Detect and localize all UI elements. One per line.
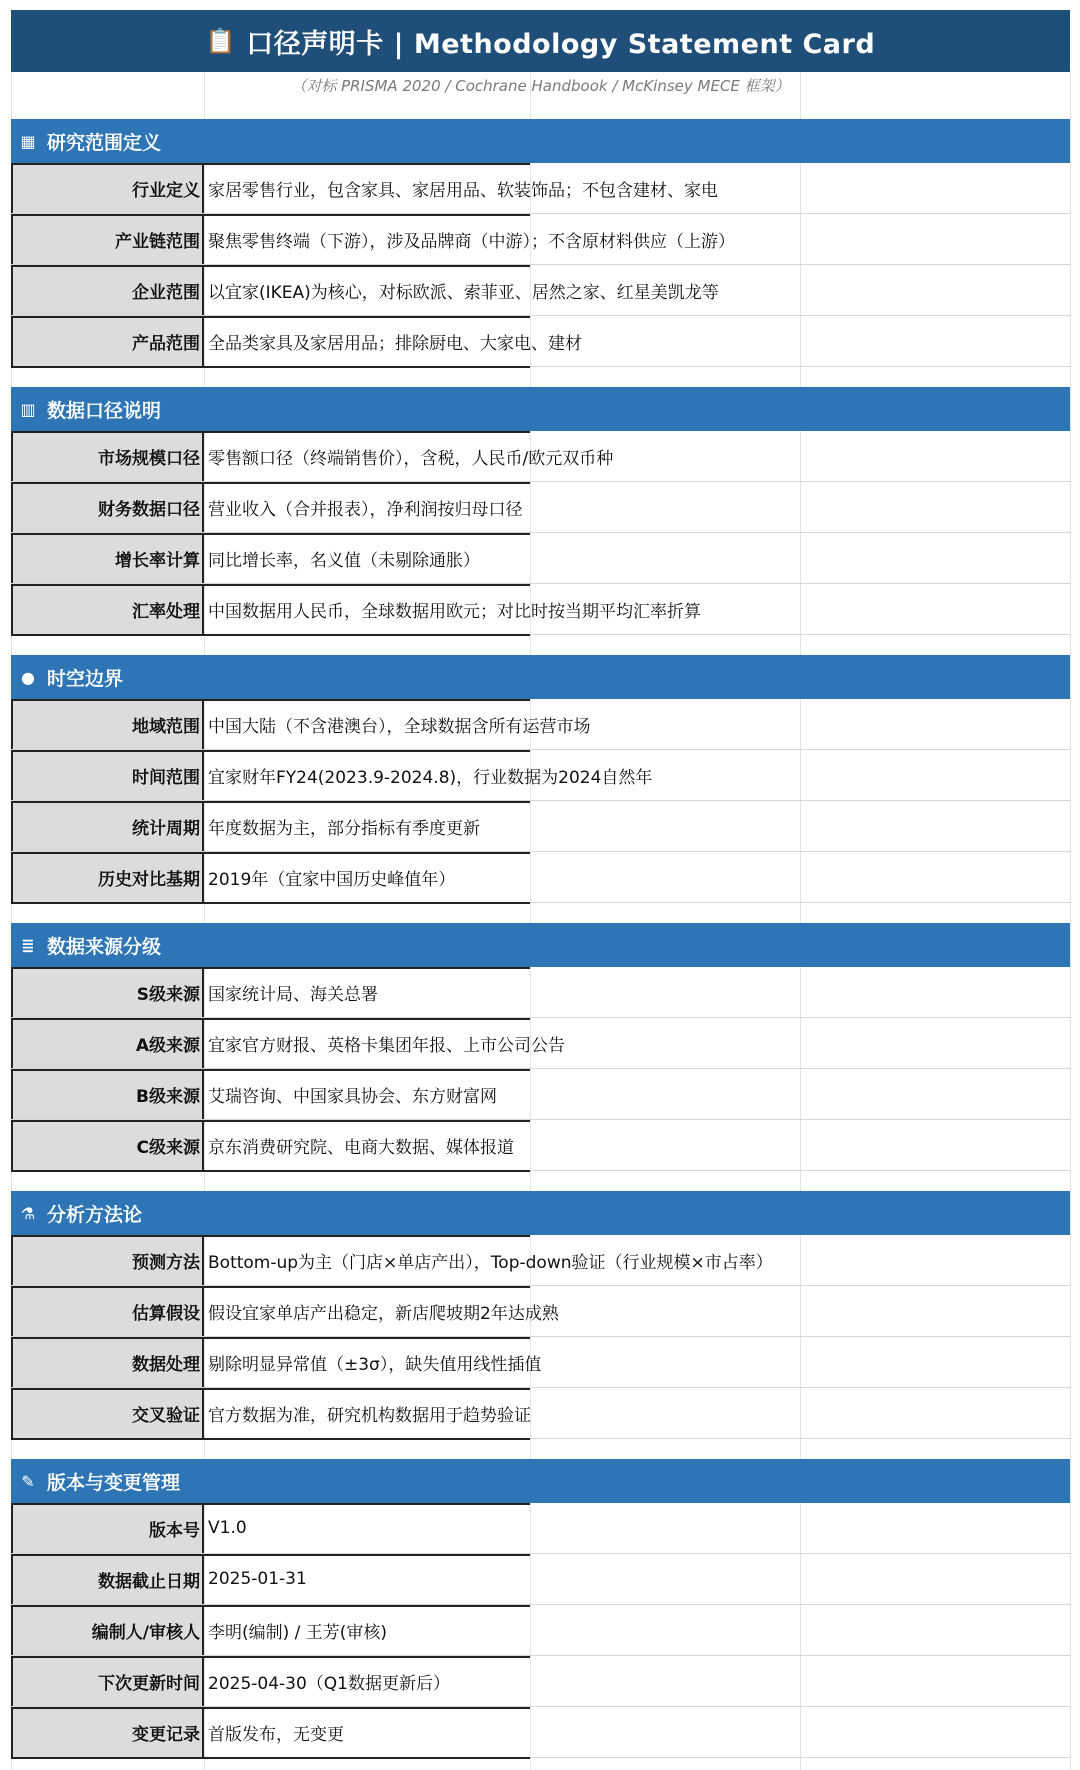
page-title: 口径声明卡 | Methodology Statement Card xyxy=(246,28,876,60)
row-border xyxy=(11,1757,530,1759)
row-value: 营业收入（合并报表），净利润按归母口径 xyxy=(208,499,523,520)
row-label: 数据处理 xyxy=(11,1337,204,1387)
row-value: 年度数据为主，部分指标有季度更新 xyxy=(208,818,480,839)
row-border xyxy=(11,316,530,318)
row-border xyxy=(11,801,530,803)
row-border xyxy=(11,163,530,165)
table-row xyxy=(11,852,1070,903)
row-border xyxy=(11,1286,530,1288)
row-label: 编制人/审核人 xyxy=(11,1605,204,1655)
bar-chart-icon: ▥ xyxy=(20,399,36,419)
row-border xyxy=(11,366,530,368)
page-subtitle: （对标 PRISMA 2020 / Cochrane Handbook / McKinsey MECE 框架） xyxy=(291,76,790,95)
row-label: 市场规模口径 xyxy=(11,431,204,481)
memo-icon: ✎ xyxy=(21,1471,35,1491)
row-border xyxy=(11,533,530,535)
section-header xyxy=(11,1459,1070,1503)
section-6 xyxy=(11,1459,1070,1758)
title-bar xyxy=(11,10,1070,72)
section-3 xyxy=(11,655,1070,903)
row-value: 零售额口径（终端销售价），含税，人民币/欧元双币种 xyxy=(208,448,614,469)
row-border xyxy=(11,1337,530,1339)
row-border xyxy=(11,1503,530,1505)
row-value: 以宜家(IKEA)为核心，对标欧派、索菲亚、居然之家、红星美凯龙等 xyxy=(208,282,719,303)
row-label: A级来源 xyxy=(11,1018,204,1068)
microscope-icon: ⚗ xyxy=(20,1203,36,1223)
row-border xyxy=(11,1170,530,1172)
row-value: 2025-04-30（Q1数据更新后） xyxy=(208,1673,450,1694)
books-icon: ≣ xyxy=(21,935,35,955)
row-value: 中国大陆（不含港澳台），全球数据含所有运营市场 xyxy=(208,716,591,737)
row-border xyxy=(11,1656,530,1658)
row-label: 交叉验证 xyxy=(11,1388,204,1438)
section-header xyxy=(11,387,1070,431)
grid-line xyxy=(1070,70,1071,1770)
row-value: 李明(编制) / 王芳(审核) xyxy=(208,1622,388,1643)
row-border xyxy=(11,1707,530,1709)
row-value: 全品类家具及家居用品；排除厨电、大家电、建材 xyxy=(208,333,582,354)
row-border xyxy=(11,699,530,701)
section-title: 数据口径说明 xyxy=(47,399,162,422)
table-row xyxy=(11,1235,1070,1286)
row-label: C级来源 xyxy=(11,1120,204,1170)
section-1 xyxy=(11,119,1070,367)
table-row xyxy=(11,265,1070,316)
row-border xyxy=(11,431,530,433)
table-row xyxy=(11,967,1070,1018)
row-label: 下次更新时间 xyxy=(11,1656,204,1706)
section-2 xyxy=(11,387,1070,635)
row-value: 艾瑞咨询、中国家具协会、东方财富网 xyxy=(208,1086,497,1107)
row-border xyxy=(11,1605,530,1607)
table-row xyxy=(11,533,1070,584)
row-label: 版本号 xyxy=(11,1503,204,1553)
row-value: 京东消费研究院、电商大数据、媒体报道 xyxy=(208,1137,514,1158)
row-value: 官方数据为准，研究机构数据用于趋势验证 xyxy=(208,1405,531,1426)
row-label: 产品范围 xyxy=(11,316,204,366)
row-border xyxy=(11,1018,530,1020)
table-row xyxy=(11,1707,1070,1758)
table-row xyxy=(11,1018,1070,1069)
row-label: 预测方法 xyxy=(11,1235,204,1285)
table-row xyxy=(11,1069,1070,1120)
row-border xyxy=(11,1438,530,1440)
row-label: 汇率处理 xyxy=(11,584,204,634)
grid-calendar-icon: ▦ xyxy=(20,131,36,151)
row-value: 首版发布，无变更 xyxy=(208,1724,344,1745)
row-border xyxy=(11,482,530,484)
row-value: 家居零售行业，包含家具、家居用品、软装饰品；不包含建材、家电 xyxy=(208,180,718,201)
section-header xyxy=(11,1191,1070,1235)
section-header xyxy=(11,655,1070,699)
table-row xyxy=(11,801,1070,852)
row-value: 中国数据用人民币，全球数据用欧元；对比时按当期平均汇率折算 xyxy=(208,601,701,622)
row-value: 宜家官方财报、英格卡集团年报、上市公司公告 xyxy=(208,1035,565,1056)
row-border xyxy=(11,1120,530,1122)
table-row xyxy=(11,1337,1070,1388)
table-row xyxy=(11,699,1070,750)
table-row xyxy=(11,482,1070,533)
row-border xyxy=(11,967,530,969)
row-label: 财务数据口径 xyxy=(11,482,204,532)
row-border xyxy=(11,1235,530,1237)
row-value: V1.0 xyxy=(208,1518,247,1538)
section-title: 时空边界 xyxy=(47,667,124,690)
row-border xyxy=(11,1388,530,1390)
table-row xyxy=(11,1503,1070,1554)
row-border xyxy=(11,584,530,586)
row-label: 历史对比基期 xyxy=(11,852,204,902)
table-row xyxy=(11,316,1070,367)
row-label: 统计周期 xyxy=(11,801,204,851)
row-label: 行业定义 xyxy=(11,163,204,213)
row-value: 国家统计局、海关总署 xyxy=(208,984,378,1005)
row-value: 2025-01-31 xyxy=(208,1569,307,1589)
section-4 xyxy=(11,923,1070,1171)
row-border xyxy=(11,1069,530,1071)
row-border xyxy=(11,902,530,904)
table-row xyxy=(11,431,1070,482)
globe-icon: ● xyxy=(21,667,35,687)
row-label: 增长率计算 xyxy=(11,533,204,583)
table-row xyxy=(11,214,1070,265)
row-value: 宜家财年FY24(2023.9-2024.8)，行业数据为2024自然年 xyxy=(208,767,653,788)
table-row xyxy=(11,163,1070,214)
row-label: 估算假设 xyxy=(11,1286,204,1336)
clipboard-icon: 📋 xyxy=(205,27,237,55)
section-5 xyxy=(11,1191,1070,1439)
row-border xyxy=(11,214,530,216)
row-value: 聚焦零售终端（下游），涉及品牌商（中游）；不含原材料供应（上游） xyxy=(208,231,735,252)
row-border xyxy=(11,750,530,752)
table-row xyxy=(11,750,1070,801)
row-label: B级来源 xyxy=(11,1069,204,1119)
section-title: 分析方法论 xyxy=(47,1203,143,1226)
table-row xyxy=(11,584,1070,635)
row-border xyxy=(11,265,530,267)
table-row xyxy=(11,1286,1070,1337)
row-value: 假设宜家单店产出稳定，新店爬坡期2年达成熟 xyxy=(208,1303,559,1324)
row-value: 同比增长率，名义值（未剔除通胀） xyxy=(208,550,480,571)
row-label: 数据截止日期 xyxy=(11,1554,204,1604)
row-label: 变更记录 xyxy=(11,1707,204,1757)
table-row xyxy=(11,1388,1070,1439)
row-border xyxy=(11,852,530,854)
section-title: 研究范围定义 xyxy=(47,131,162,154)
row-border xyxy=(11,1554,530,1556)
row-label: S级来源 xyxy=(11,967,204,1017)
section-header xyxy=(11,923,1070,967)
table-row xyxy=(11,1554,1070,1605)
row-value: Bottom-up为主（门店×单店产出），Top-down验证（行业规模×市占率） xyxy=(208,1252,773,1273)
row-value: 2019年（宜家中国历史峰值年） xyxy=(208,869,456,890)
section-title: 版本与变更管理 xyxy=(47,1471,181,1494)
row-label: 企业范围 xyxy=(11,265,204,315)
table-row xyxy=(11,1120,1070,1171)
row-label: 产业链范围 xyxy=(11,214,204,264)
row-label: 地域范围 xyxy=(11,699,204,749)
section-header xyxy=(11,119,1070,163)
row-value: 剔除明显异常值（±3σ），缺失值用线性插值 xyxy=(208,1354,542,1375)
table-row xyxy=(11,1656,1070,1707)
table-row xyxy=(11,1605,1070,1656)
row-border xyxy=(11,634,530,636)
section-title: 数据来源分级 xyxy=(47,935,162,958)
row-label: 时间范围 xyxy=(11,750,204,800)
